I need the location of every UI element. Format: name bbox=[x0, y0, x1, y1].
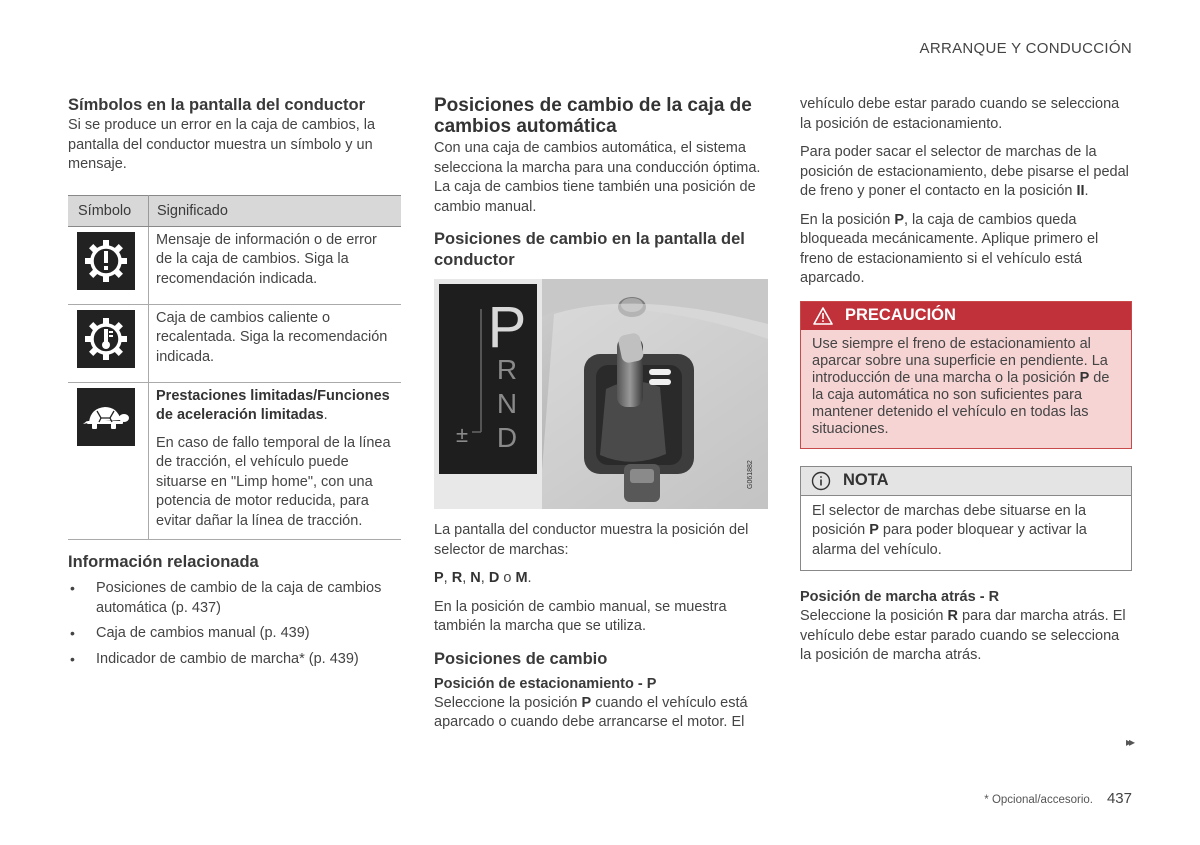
positions-heading: Posiciones de cambio bbox=[434, 649, 608, 668]
display-positions-heading: Posiciones de cambio en la pantalla del conductor bbox=[434, 230, 745, 269]
info-icon bbox=[811, 471, 831, 491]
page-number: 437 bbox=[1106, 790, 1132, 807]
note-text: El selector de marchas debe situarse en la posición P para poder bloquear y activar la alarma del vehículo. bbox=[812, 502, 1087, 558]
page-footer bbox=[984, 790, 1132, 807]
lock-text: En la posición P, la caja de cambios queda bloqueada mecánicamente. Aplique primero el freno de estacionamiento si el vehículo está aparcado. bbox=[800, 211, 1099, 286]
caution-text: Use siempre el freno de estacionamiento al aparcar sobre una superficie en pendiente. La introducción de una marcha o la posición P de la caja automática no son suficientes para mantener detenido el vehículo en todas las situaciones. bbox=[812, 335, 1110, 437]
symbols-intro: Si se produce un error en la caja de cambios, la pantalla del conductor muestra un símbolo y un mensaje. bbox=[68, 117, 376, 172]
related-heading: Información relacionada bbox=[68, 553, 259, 571]
park-heading: Posición de estacionamiento - P bbox=[434, 675, 657, 692]
gear-d-letter: D bbox=[496, 422, 518, 453]
table-row bbox=[68, 382, 401, 540]
row-text: Caja de cambios caliente o recalentada. Siga la recomendación indicada. bbox=[156, 309, 388, 365]
caution-box bbox=[800, 301, 1132, 449]
gear-r-letter: R bbox=[496, 354, 518, 385]
related-link-gear-indicator[interactable]: • Indicador de cambio de marcha* (p. 439) bbox=[68, 650, 401, 670]
row-text: Mensaje de información o de error de la caja de cambios. Siga la recomendación indicada. bbox=[156, 231, 377, 287]
table-header-symbol: Símbolo bbox=[68, 195, 149, 226]
table-header-meaning: Significado bbox=[149, 195, 402, 226]
column-3 bbox=[800, 95, 1132, 666]
gear-positions-list: P, R, N, D o M. bbox=[434, 570, 532, 586]
park-continued-text: vehículo debe estar parado cuando se selecciona la posición de estacionamiento. bbox=[800, 96, 1120, 132]
gear-n-letter: N bbox=[496, 388, 518, 419]
figure-caption: La pantalla del conductor muestra la posición del selector de marchas: bbox=[434, 522, 749, 558]
note-box bbox=[800, 466, 1132, 572]
turtle-icon bbox=[77, 388, 135, 446]
caution-title: PRECAUCIÓN bbox=[845, 306, 956, 324]
automatic-intro: Con una caja de cambios automática, el sistema selecciona la marcha para una conducción óptima. La caja de cambios tiene también una posición de cambio manual. bbox=[434, 140, 761, 215]
warning-triangle-icon bbox=[813, 307, 833, 325]
table-row bbox=[68, 226, 401, 304]
automatic-positions-heading: Posiciones de cambio de la caja de cambios automática bbox=[434, 95, 752, 137]
manual-position-text: En la posición de cambio manual, se muestra también la marcha que se utiliza. bbox=[434, 598, 727, 634]
note-title: NOTA bbox=[843, 471, 889, 489]
section-title: ARRANQUE Y CONDUCCIÓN bbox=[919, 40, 1132, 57]
symbols-table bbox=[68, 195, 401, 541]
column-2 bbox=[434, 95, 768, 733]
related-link-automatic[interactable]: • Posiciones de cambio de la caja de cambios automática (p. 437) bbox=[68, 579, 401, 618]
image-code: G061882 bbox=[747, 460, 754, 489]
related-link-manual[interactable]: • Caja de cambios manual (p. 439) bbox=[68, 624, 401, 644]
limited-performance-title: Prestaciones limitadas/Funciones de aceleración limitadas. bbox=[156, 387, 390, 423]
symbols-heading: Símbolos en la pantalla del conductor bbox=[68, 96, 366, 114]
reverse-text: Seleccione la posición R para dar marcha atrás. El vehículo debe estar parado cuando se selecciona la posición de marcha atrás. bbox=[800, 608, 1126, 663]
gear-warning-icon bbox=[77, 232, 135, 290]
gear-temperature-icon bbox=[77, 310, 135, 368]
column-1 bbox=[68, 95, 401, 675]
related-list bbox=[68, 579, 401, 669]
gear-selector-figure bbox=[434, 279, 768, 509]
manual-mode-mark: ± bbox=[455, 422, 469, 447]
note-header bbox=[801, 467, 1131, 496]
reverse-heading: Posición de marcha atrás - R bbox=[800, 589, 1000, 605]
park-text: Seleccione la posición P cuando el vehículo está aparcado o cuando debe arrancarse el motor. El bbox=[434, 694, 748, 730]
next-page-icon[interactable]: ▸▸ bbox=[1125, 735, 1132, 749]
gear-p-letter: P bbox=[487, 295, 527, 360]
table-row bbox=[68, 304, 401, 382]
caution-header bbox=[801, 302, 1131, 330]
footnote: * Opcional/accesorio. bbox=[984, 794, 1093, 806]
row-text: En caso de fallo temporal de la línea de tracción, el vehículo puede situarse en "Limp home", con una potencia de motor reducida, para evitar dañar la línea de tracción. bbox=[156, 434, 391, 529]
release-text: Para poder sacar el selector de marchas de la posición de estacionamiento, debe pisarse el pedal de freno y poner el contacto en la posición II. bbox=[800, 144, 1129, 199]
